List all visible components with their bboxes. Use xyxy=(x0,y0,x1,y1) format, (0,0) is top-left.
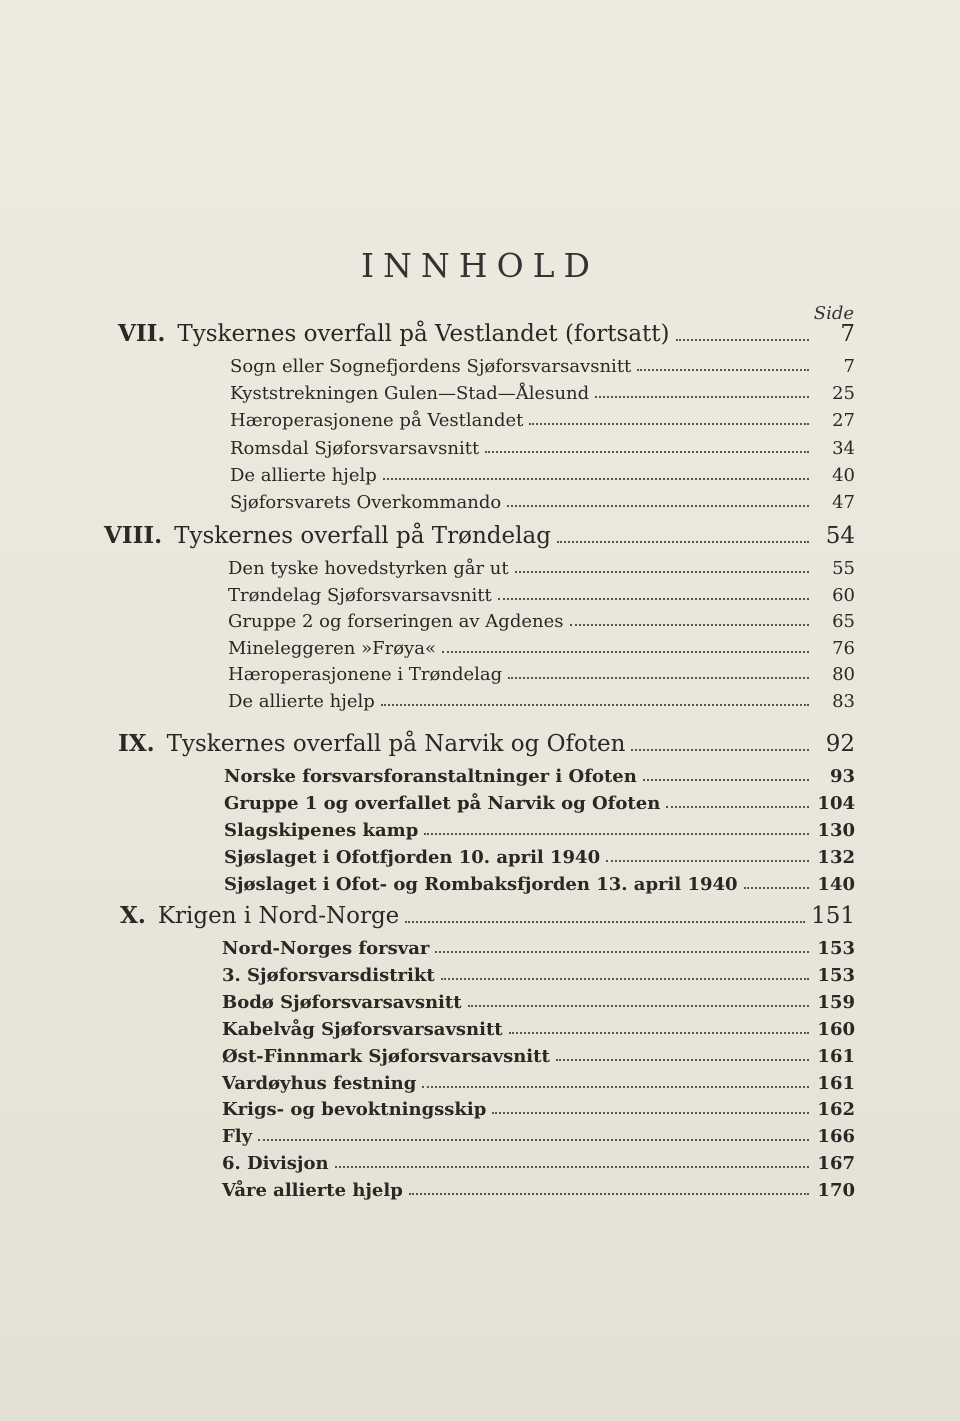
page-number: 34 xyxy=(832,437,855,459)
section-title: 6. Divisjon xyxy=(222,1153,329,1175)
chapter-numeral: VIII. xyxy=(104,522,163,549)
toc-section-entry xyxy=(230,465,855,486)
dot-leader xyxy=(515,571,809,573)
page-number: 7 xyxy=(843,356,855,377)
section-title: Krigs- og bevoktningsskip xyxy=(222,1099,487,1121)
page-number: 159 xyxy=(817,991,855,1013)
section-title: Sjøforsvarets Overkommando xyxy=(230,492,502,513)
toc-section-entry xyxy=(222,1180,855,1201)
dot-leader xyxy=(498,598,809,600)
dot-leader xyxy=(381,704,809,706)
page-number: 60 xyxy=(832,584,855,606)
dot-leader xyxy=(492,1112,809,1114)
chapter-title: Krigen i Nord-Norge xyxy=(157,903,400,929)
toc-section-entry xyxy=(224,820,855,841)
dot-leader xyxy=(485,451,809,453)
toc-section-entry xyxy=(222,1099,855,1120)
section-title: Gruppe 1 og overfallet på Narvik og Ofoten xyxy=(224,793,661,814)
toc-section-entry xyxy=(222,1126,855,1147)
section-title: Hæroperasjonene i Trøndelag xyxy=(228,664,503,686)
dot-leader xyxy=(468,1005,809,1007)
toc-section-entry xyxy=(228,558,855,579)
section-title: Øst-Finnmark Sjøforsvarsavsnitt xyxy=(222,1045,550,1067)
page-number: 170 xyxy=(817,1180,855,1202)
toc-section-entry xyxy=(222,1153,855,1174)
toc-section-entry xyxy=(228,691,855,712)
page-number: 153 xyxy=(817,964,855,986)
dot-leader xyxy=(666,806,809,808)
toc-chapter-entry xyxy=(118,730,855,757)
dot-leader xyxy=(508,677,809,679)
chapter-title: Tyskernes overfall på Trøndelag xyxy=(174,523,551,549)
page-number: 76 xyxy=(832,637,855,659)
toc-section-entry xyxy=(222,938,855,959)
toc-section-entry xyxy=(222,1046,855,1067)
page-number: 55 xyxy=(832,558,855,579)
dot-leader xyxy=(529,423,809,425)
page-number: 92 xyxy=(825,731,855,757)
toc-section-entry xyxy=(222,965,855,986)
dot-leader xyxy=(637,369,809,371)
dot-leader xyxy=(676,339,809,341)
chapter-numeral: VII. xyxy=(118,320,166,347)
section-title: Sjøslaget i Ofotfjorden 10. april 1940 xyxy=(224,847,601,868)
toc-section-entry xyxy=(224,766,855,787)
section-title: Slagskipenes kamp xyxy=(224,820,419,841)
dot-leader xyxy=(383,478,809,480)
dot-leader xyxy=(424,833,809,835)
toc-section-entry xyxy=(230,438,855,459)
section-title: Trøndelag Sjøforsvarsavsnitt xyxy=(228,584,492,606)
page-number: 47 xyxy=(832,492,855,513)
page-number: 27 xyxy=(832,410,855,432)
dot-leader xyxy=(595,396,809,398)
dot-leader xyxy=(442,651,809,653)
page-number: 54 xyxy=(825,523,855,549)
toc-chapter-entry xyxy=(120,902,855,929)
section-title: Hæroperasjonene på Vestlandet xyxy=(230,410,524,432)
section-title: Bodø Sjøforsvarsavsnitt xyxy=(222,991,462,1013)
toc-section-entry xyxy=(228,585,855,606)
toc-section-entry xyxy=(230,492,855,513)
page-number: 160 xyxy=(817,1018,855,1040)
page-number: 162 xyxy=(817,1099,855,1121)
toc-section-entry xyxy=(228,638,855,659)
page-number: 80 xyxy=(832,664,855,686)
dot-leader xyxy=(509,1032,809,1034)
dot-leader xyxy=(556,1059,809,1061)
page-number: 153 xyxy=(817,938,855,959)
page-number: 93 xyxy=(829,766,855,787)
dot-leader xyxy=(258,1139,809,1141)
dot-leader xyxy=(570,624,810,626)
dot-leader xyxy=(643,779,809,781)
section-title: Sjøslaget i Ofot- og Rombaksfjorden 13. april 1940 xyxy=(224,874,738,895)
page-number: 161 xyxy=(817,1072,855,1094)
section-title: Vardøyhus festning xyxy=(222,1072,417,1094)
page-number: 25 xyxy=(832,383,855,405)
page-number: 167 xyxy=(817,1153,855,1175)
page-number: 161 xyxy=(817,1045,855,1067)
chapter-title: Tyskernes overfall på Vestlandet (fortsatt) xyxy=(177,321,670,347)
section-title: Nord-Norges forsvar xyxy=(222,938,430,959)
section-title: Kyststrekningen Gulen—Stad—Ålesund xyxy=(230,383,590,405)
toc-chapter-entry xyxy=(118,320,855,347)
dot-leader xyxy=(631,749,809,751)
page-number: 104 xyxy=(817,793,855,814)
dot-leader xyxy=(409,1193,809,1195)
dot-leader xyxy=(557,541,809,543)
section-title: Fly xyxy=(222,1126,253,1148)
dot-leader xyxy=(422,1086,809,1088)
page-number: 130 xyxy=(817,820,855,841)
page-number: 7 xyxy=(840,321,855,347)
page-column-label: Side xyxy=(813,303,854,324)
page-number: 166 xyxy=(817,1126,855,1148)
section-title: 3. Sjøforsvarsdistrikt xyxy=(222,964,435,986)
dot-leader xyxy=(507,505,809,507)
chapter-numeral: IX. xyxy=(118,730,155,757)
toc-section-entry xyxy=(228,611,855,632)
toc-chapter-entry xyxy=(104,522,855,549)
toc-section-entry xyxy=(222,1019,855,1040)
toc-section-entry xyxy=(224,874,855,895)
page-number: 140 xyxy=(817,874,855,895)
section-title: Våre allierte hjelp xyxy=(222,1180,403,1202)
toc-section-entry xyxy=(224,793,855,814)
toc-section-entry xyxy=(230,356,855,377)
page-number: 151 xyxy=(811,903,855,929)
page-title: INNHOLD xyxy=(361,246,599,285)
section-title: Sogn eller Sognefjordens Sjøforsvarsavsnitt xyxy=(230,356,632,377)
toc-section-entry xyxy=(222,1073,855,1094)
section-title: Den tyske hovedstyrken går ut xyxy=(228,558,509,579)
dot-leader xyxy=(435,951,809,953)
page-number: 132 xyxy=(817,847,855,868)
section-title: Gruppe 2 og forseringen av Agdenes xyxy=(228,611,564,633)
toc-section-entry xyxy=(230,410,855,431)
toc-section-entry xyxy=(224,847,855,868)
dot-leader xyxy=(441,978,809,980)
section-title: Romsdal Sjøforsvarsavsnitt xyxy=(230,437,480,459)
toc-section-entry xyxy=(228,664,855,685)
section-title: Kabelvåg Sjøforsvarsavsnitt xyxy=(222,1018,503,1040)
page-number: 83 xyxy=(832,691,855,712)
page-number: 40 xyxy=(832,464,855,486)
chapter-title: Tyskernes overfall på Narvik og Ofoten xyxy=(166,731,626,757)
toc-section-entry xyxy=(230,383,855,404)
toc-section-entry xyxy=(222,992,855,1013)
section-title: De allierte hjelp xyxy=(230,464,377,486)
dot-leader xyxy=(335,1166,809,1168)
dot-leader xyxy=(744,887,809,889)
dot-leader xyxy=(405,921,805,923)
section-title: Norske forsvarsforanstaltninger i Ofoten xyxy=(224,766,637,787)
dot-leader xyxy=(606,860,809,862)
section-title: Mineleggeren »Frøya« xyxy=(228,637,436,659)
chapter-numeral: X. xyxy=(120,902,146,929)
section-title: De allierte hjelp xyxy=(228,691,375,712)
page-number: 65 xyxy=(832,611,855,633)
